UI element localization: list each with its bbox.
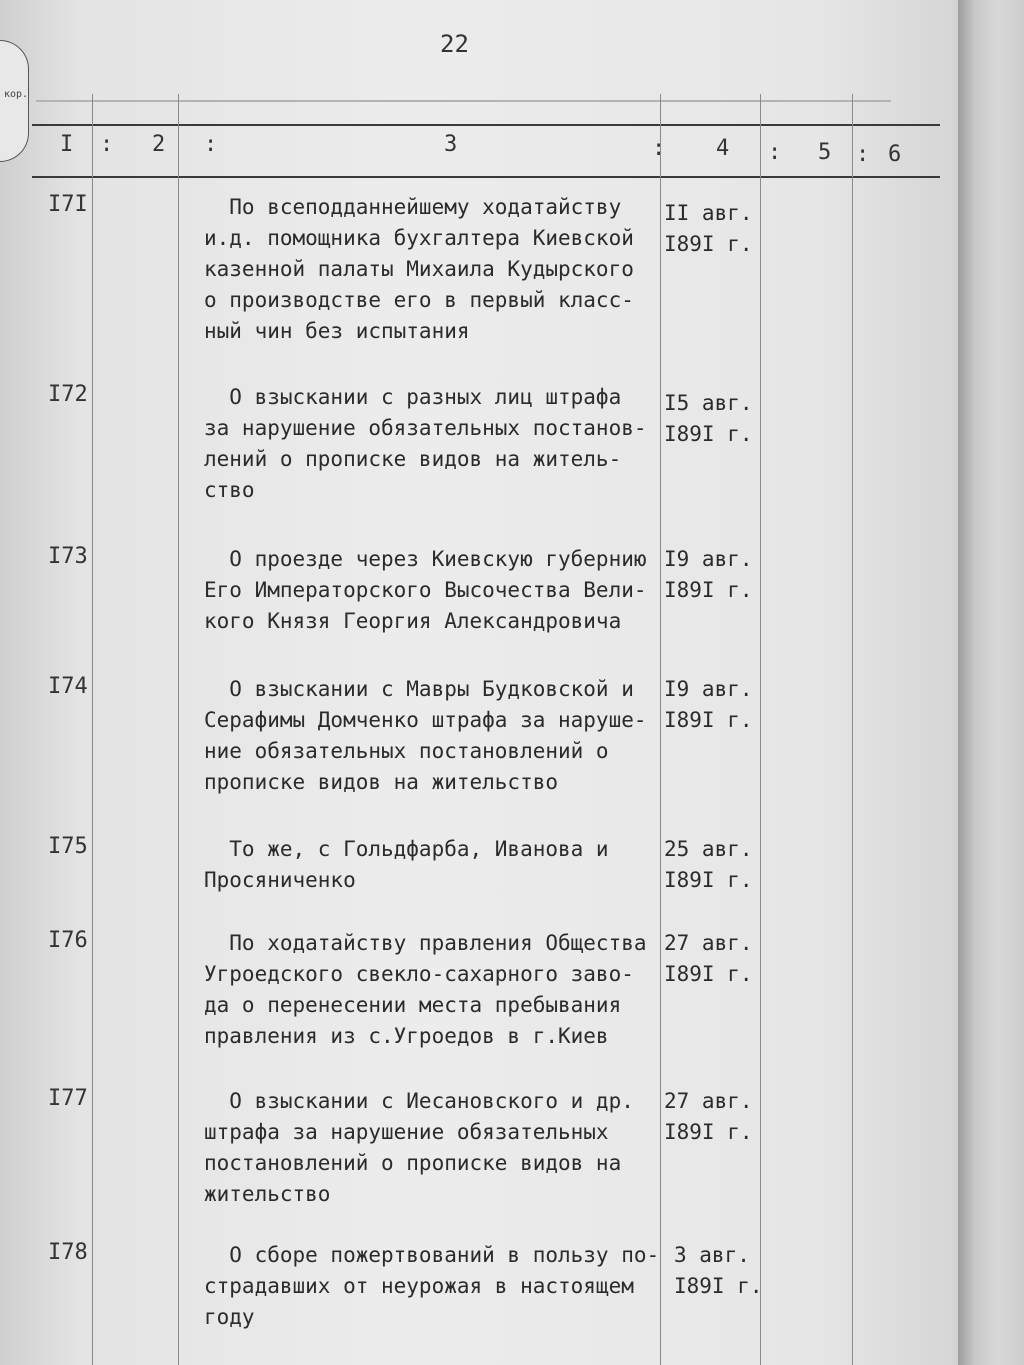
header-sep-3: : xyxy=(652,136,666,161)
header-sep-5: : xyxy=(856,142,870,167)
entry-date: I9 авг. I89I г. xyxy=(664,677,753,732)
entry-number: I72 xyxy=(48,382,88,407)
header-sep-4: : xyxy=(768,140,782,165)
entry-description: О проезде через Киевскую губернию Его Императорского Высочества Вели- кого Князя Георгия Александровича xyxy=(204,547,647,633)
header-col-4: 4 xyxy=(716,136,730,161)
entry-description: О взыскании с Иесановского и др. штрафа за нарушение обязательных постановлений о прописке видов на жительство xyxy=(204,1089,634,1206)
entry-number: I75 xyxy=(48,834,88,859)
header-col-6: 6 xyxy=(888,142,902,167)
entry-description: О взыскании с разных лиц штрафа за нарушение обязательных постанов- лений о прописке видов на житель- ство xyxy=(204,385,647,502)
binding-label: кор. xyxy=(4,89,29,100)
entry-date: 3 авг. I89I г. xyxy=(674,1243,763,1298)
header-top-rule xyxy=(32,124,940,126)
header-sep-2: : xyxy=(204,132,218,157)
page-edge-shadow xyxy=(958,0,1024,1365)
entry-number: I7I xyxy=(48,192,88,217)
entry-number: I78 xyxy=(48,1240,88,1265)
entry-date: II авг. I89I г. xyxy=(664,201,753,256)
entry-description: То же, с Гольдфарба, Иванова и Просяниченко xyxy=(204,837,609,892)
header-bottom-rule xyxy=(32,176,940,178)
header-col-2: 2 xyxy=(152,132,166,157)
bleed-through-line xyxy=(36,100,891,102)
entry-description: О взыскании с Мавры Будковской и Серафимы Домченко штрафа за наруше- ние обязательных постановлений о прописке видов на жительство xyxy=(204,677,647,794)
header-sep-1: : xyxy=(100,132,114,157)
entry-date: I9 авг. I89I г. xyxy=(664,547,753,602)
entry-description: По ходатайству правления Общества Угроедского свекло-сахарного заво- да о перенесении места пребывания правления из с.Угроедов в г.Киев xyxy=(204,931,647,1048)
entry-date: 27 авг. I89I г. xyxy=(664,1089,753,1144)
entry-number: I76 xyxy=(48,928,88,953)
column-divider-5 xyxy=(852,94,853,1365)
header-col-5: 5 xyxy=(818,140,832,165)
entry-number: I74 xyxy=(48,674,88,699)
header-col-1: I xyxy=(60,132,74,157)
entry-date: 25 авг. I89I г. xyxy=(664,837,753,892)
entry-description: О сборе пожертвований в пользу по- страдавших от неурожая в настоящем году xyxy=(204,1243,660,1329)
entry-date: 27 авг. I89I г. xyxy=(664,931,753,986)
header-col-3: 3 xyxy=(444,132,458,157)
page-number: 22 xyxy=(440,30,469,58)
entry-number: I73 xyxy=(48,544,88,569)
column-divider-2 xyxy=(178,94,179,1365)
column-divider-1 xyxy=(92,94,93,1365)
binding-tab xyxy=(0,40,29,162)
entry-description: По всеподданнейшему ходатайству и.д. помощника бухгалтера Киевской казенной палаты Михаила Кудырского о производстве его в первый класс- ный чин без испытания xyxy=(204,195,634,343)
entry-date: I5 авг. I89I г. xyxy=(664,391,753,446)
entry-number: I77 xyxy=(48,1086,88,1111)
